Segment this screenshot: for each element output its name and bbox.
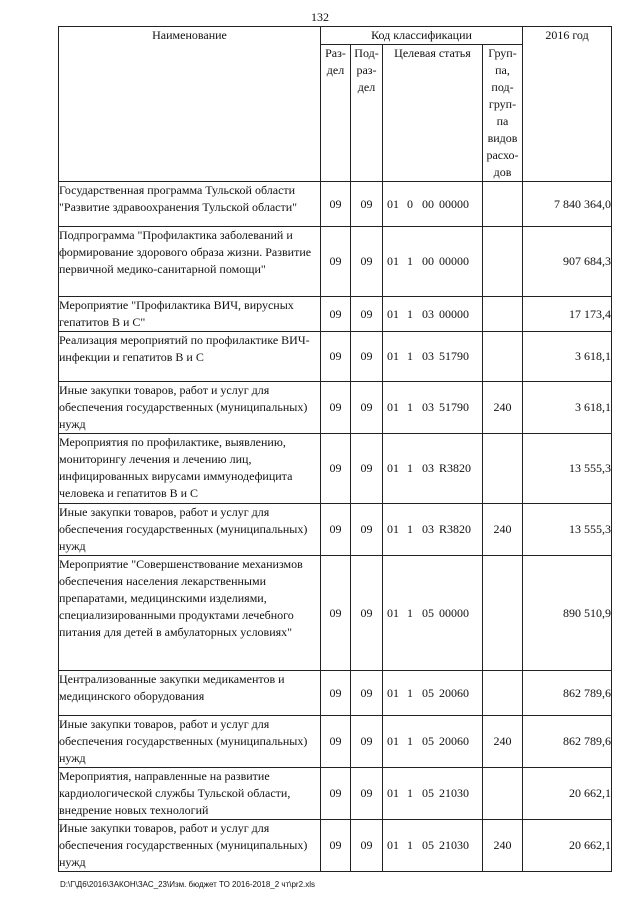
- target-t2: 1: [407, 838, 413, 852]
- target-t2: 1: [407, 685, 413, 700]
- target-t1: 01: [387, 461, 399, 475]
- header-year: 2016 год: [523, 27, 612, 182]
- row-name: Иные закупки товаров, работ и услуг для обеспечения государственных (муниципальных) нужд: [59, 716, 321, 768]
- table-row: [59, 434, 612, 504]
- target-t4: 20060: [439, 685, 469, 700]
- table-row: [59, 297, 612, 332]
- row-subsection: 09: [351, 297, 383, 332]
- row-target-article: [383, 297, 483, 332]
- target-t1: 01: [387, 838, 399, 852]
- target-t1: 01: [387, 522, 399, 536]
- row-target-article: [383, 332, 483, 382]
- row-target-article: [383, 182, 483, 227]
- row-section: 09: [321, 382, 351, 434]
- header-classification: Код классификации: [321, 27, 523, 45]
- target-t2: 0: [407, 196, 413, 211]
- row-subsection: 09: [351, 182, 383, 227]
- row-subsection: 09: [351, 434, 383, 504]
- row-subsection: 09: [351, 227, 383, 297]
- row-group: [483, 671, 523, 716]
- header-section: Раз- дел: [321, 45, 351, 182]
- target-t4: R3820: [439, 461, 472, 475]
- target-t3: 05: [422, 786, 434, 800]
- row-amount: 890 510,9: [523, 556, 612, 671]
- row-subsection: 09: [351, 768, 383, 820]
- row-name: Государственная программа Тульской области "Развитие здравоохранения Тульской области": [59, 182, 321, 227]
- row-amount: 3 618,1: [523, 382, 612, 434]
- row-target-article: [383, 382, 483, 434]
- table-row: [59, 768, 612, 820]
- row-target-article: [383, 434, 483, 504]
- row-section: 09: [321, 504, 351, 556]
- row-name: Реализация мероприятий по профилактике ВИЧ-инфекции и гепатитов В и С: [59, 332, 321, 382]
- target-t3: 03: [422, 400, 434, 414]
- target-t3: 03: [422, 522, 434, 536]
- target-t4: R3820: [439, 522, 472, 536]
- row-target-article: [383, 820, 483, 872]
- row-name: Мероприятие "Профилактика ВИЧ, вирусных гепатитов В и С": [59, 297, 321, 332]
- target-t2: 1: [407, 400, 413, 414]
- target-t3: 05: [422, 685, 434, 700]
- table-row: [59, 182, 612, 227]
- row-target-article: [383, 504, 483, 556]
- target-t1: 01: [387, 786, 399, 800]
- target-t3: 05: [422, 734, 434, 748]
- target-t3: 00: [422, 254, 434, 268]
- table-row: [59, 671, 612, 716]
- row-target-article: [383, 556, 483, 671]
- target-t4: 00000: [439, 254, 469, 268]
- target-t4: 00000: [439, 196, 469, 211]
- row-name: Иные закупки товаров, работ и услуг для обеспечения государственных (муниципальных) нужд: [59, 382, 321, 434]
- target-t2: 1: [407, 605, 413, 620]
- row-name: Централизованные закупки медикаментов и медицинского оборудования: [59, 671, 321, 716]
- row-name: Мероприятия по профилактике, выявлению, мониторингу лечения и лечению лиц, инфицированных вирусами иммунодефицита человека и гепатитов В и С: [59, 434, 321, 504]
- row-group: [483, 556, 523, 671]
- row-group: [483, 768, 523, 820]
- row-group: 240: [483, 820, 523, 872]
- file-path-footer: D:\Г\Д6\2016\ЗАКОН\ЗАС_23\Изм. бюджет ТО 2016-2018_2 чт\pr2.xls: [60, 880, 316, 889]
- row-amount: 907 684,3: [523, 227, 612, 297]
- row-section: 09: [321, 182, 351, 227]
- target-t1: 01: [387, 349, 399, 363]
- row-group: [483, 227, 523, 297]
- row-section: 09: [321, 820, 351, 872]
- target-t4: 20060: [439, 734, 469, 748]
- target-t3: 03: [422, 306, 434, 321]
- row-amount: 20 662,1: [523, 768, 612, 820]
- target-t1: 01: [387, 685, 399, 700]
- table-row: [59, 716, 612, 768]
- row-section: 09: [321, 332, 351, 382]
- row-amount: 20 662,1: [523, 820, 612, 872]
- budget-table: [58, 26, 612, 872]
- target-t4: 00000: [439, 605, 469, 620]
- target-t4: 51790: [439, 349, 469, 363]
- row-group: [483, 297, 523, 332]
- header-subsection: Под- раз- дел: [351, 45, 383, 182]
- target-t3: 05: [422, 605, 434, 620]
- target-t3: 00: [422, 196, 434, 211]
- header-name: Наименование: [59, 27, 321, 182]
- target-t4: 21030: [439, 838, 469, 852]
- row-target-article: [383, 227, 483, 297]
- target-t2: 1: [407, 734, 413, 748]
- row-amount: 17 173,4: [523, 297, 612, 332]
- row-target-article: [383, 716, 483, 768]
- target-t2: 1: [407, 306, 413, 321]
- target-t1: 01: [387, 254, 399, 268]
- row-section: 09: [321, 716, 351, 768]
- row-section: 09: [321, 434, 351, 504]
- row-subsection: 09: [351, 716, 383, 768]
- row-name: Мероприятие "Совершенствование механизмов обеспечения населения лекарственными препаратами, медицинскими изделиями, специализированными продуктами лечебного питания для детей в амбулаторных условиях": [59, 556, 321, 671]
- header-target-article: Целевая статья: [383, 45, 483, 182]
- row-subsection: 09: [351, 332, 383, 382]
- row-group: [483, 332, 523, 382]
- target-t4: 51790: [439, 400, 469, 414]
- row-group: [483, 182, 523, 227]
- row-subsection: 09: [351, 671, 383, 716]
- row-amount: 862 789,6: [523, 716, 612, 768]
- header-group: Груп- па, под- груп- па видов расхо- дов: [483, 45, 523, 182]
- table-row: [59, 504, 612, 556]
- row-amount: 13 555,3: [523, 434, 612, 504]
- target-t3: 03: [422, 461, 434, 475]
- table-row: [59, 227, 612, 297]
- target-t3: 05: [422, 838, 434, 852]
- target-t2: 1: [407, 522, 413, 536]
- target-t4: 21030: [439, 786, 469, 800]
- page-number: 132: [311, 10, 329, 24]
- target-t4: 00000: [439, 306, 469, 321]
- row-amount: 3 618,1: [523, 332, 612, 382]
- row-group: 240: [483, 504, 523, 556]
- table-row: [59, 820, 612, 872]
- row-subsection: 09: [351, 382, 383, 434]
- target-t2: 1: [407, 786, 413, 800]
- row-section: 09: [321, 297, 351, 332]
- target-t1: 01: [387, 734, 399, 748]
- row-section: 09: [321, 671, 351, 716]
- row-amount: 13 555,3: [523, 504, 612, 556]
- row-section: 09: [321, 556, 351, 671]
- row-amount: 7 840 364,0: [523, 182, 612, 227]
- target-t2: 1: [407, 461, 413, 475]
- row-amount: 862 789,6: [523, 671, 612, 716]
- row-subsection: 09: [351, 820, 383, 872]
- target-t3: 03: [422, 349, 434, 363]
- target-t1: 01: [387, 196, 399, 211]
- row-name: Подпрограмма "Профилактика заболеваний и формирование здорового образа жизни. Развитие первичной медико-санитарной помощи": [59, 227, 321, 297]
- table-row: [59, 382, 612, 434]
- row-group: 240: [483, 716, 523, 768]
- table-row: [59, 332, 612, 382]
- row-name: Иные закупки товаров, работ и услуг для обеспечения государственных (муниципальных) нужд: [59, 820, 321, 872]
- target-t2: 1: [407, 349, 413, 363]
- row-section: 09: [321, 768, 351, 820]
- row-group: [483, 434, 523, 504]
- table-row: [59, 556, 612, 671]
- target-t2: 1: [407, 254, 413, 268]
- row-subsection: 09: [351, 504, 383, 556]
- row-subsection: 09: [351, 556, 383, 671]
- target-t1: 01: [387, 605, 399, 620]
- row-target-article: [383, 768, 483, 820]
- target-t1: 01: [387, 306, 399, 321]
- row-group: 240: [483, 382, 523, 434]
- row-section: 09: [321, 227, 351, 297]
- row-name: Иные закупки товаров, работ и услуг для обеспечения государственных (муниципальных) нужд: [59, 504, 321, 556]
- target-t1: 01: [387, 400, 399, 414]
- row-target-article: [383, 671, 483, 716]
- row-name: Мероприятия, направленные на развитие кардиологической службы Тульской области, внедрение новых технологий: [59, 768, 321, 820]
